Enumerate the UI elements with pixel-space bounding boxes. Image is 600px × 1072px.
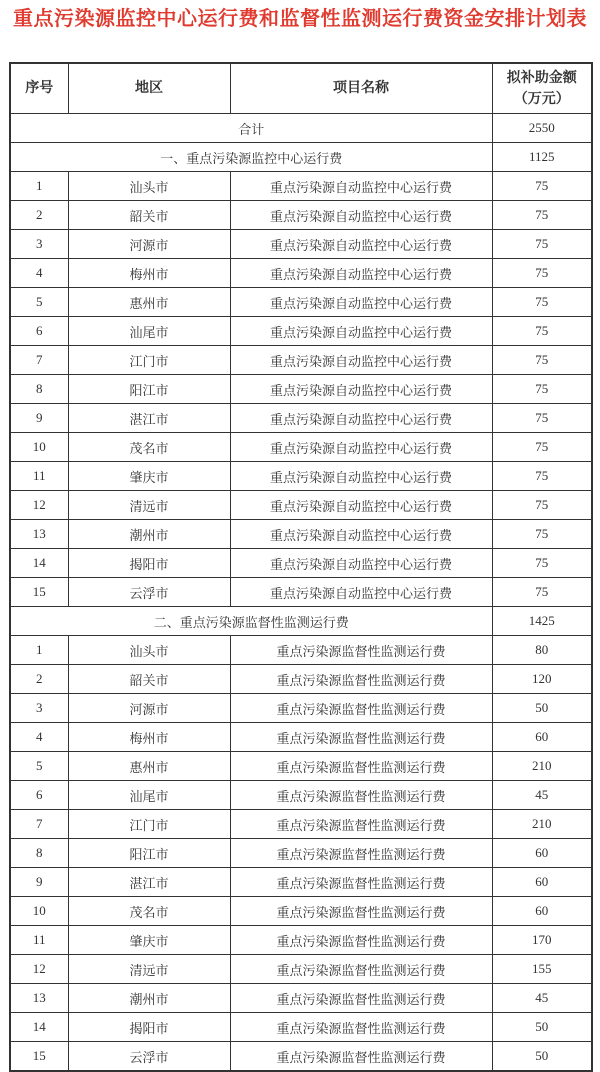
data-row bbox=[10, 897, 592, 926]
header-no: 序号 bbox=[10, 63, 68, 114]
row-amount: 75 bbox=[492, 201, 592, 230]
total-label: 合计 bbox=[10, 114, 492, 143]
row-amount: 75 bbox=[492, 346, 592, 375]
row-region: 肇庆市 bbox=[68, 462, 230, 491]
data-row bbox=[10, 1013, 592, 1042]
row-project: 重点污染源监督性监测运行费 bbox=[230, 694, 492, 723]
row-amount: 60 bbox=[492, 723, 592, 752]
row-region: 汕尾市 bbox=[68, 317, 230, 346]
row-amount: 75 bbox=[492, 230, 592, 259]
row-region: 湛江市 bbox=[68, 404, 230, 433]
row-amount: 75 bbox=[492, 433, 592, 462]
row-project: 重点污染源自动监控中心运行费 bbox=[230, 172, 492, 201]
row-region: 江门市 bbox=[68, 346, 230, 375]
row-no: 13 bbox=[10, 520, 68, 549]
row-no: 8 bbox=[10, 375, 68, 404]
row-amount: 75 bbox=[492, 317, 592, 346]
row-project: 重点污染源自动监控中心运行费 bbox=[230, 433, 492, 462]
row-amount: 60 bbox=[492, 839, 592, 868]
row-amount: 75 bbox=[492, 172, 592, 201]
data-row bbox=[10, 346, 592, 375]
row-no: 6 bbox=[10, 317, 68, 346]
row-amount: 45 bbox=[492, 781, 592, 810]
header-project: 项目名称 bbox=[230, 63, 492, 114]
row-amount: 80 bbox=[492, 636, 592, 665]
row-no: 9 bbox=[10, 404, 68, 433]
data-row bbox=[10, 1042, 592, 1072]
row-region: 茂名市 bbox=[68, 433, 230, 462]
row-region: 韶关市 bbox=[68, 665, 230, 694]
data-row bbox=[10, 665, 592, 694]
row-project: 重点污染源监督性监测运行费 bbox=[230, 665, 492, 694]
section-label: 一、重点污染源监控中心运行费 bbox=[10, 143, 492, 172]
row-amount: 210 bbox=[492, 810, 592, 839]
row-no: 8 bbox=[10, 839, 68, 868]
data-row bbox=[10, 230, 592, 259]
data-row bbox=[10, 839, 592, 868]
row-project: 重点污染源自动监控中心运行费 bbox=[230, 317, 492, 346]
row-region: 潮州市 bbox=[68, 520, 230, 549]
row-amount: 75 bbox=[492, 375, 592, 404]
total-row bbox=[10, 114, 592, 143]
row-project: 重点污染源自动监控中心运行费 bbox=[230, 549, 492, 578]
data-row bbox=[10, 926, 592, 955]
row-project: 重点污染源监督性监测运行费 bbox=[230, 1013, 492, 1042]
row-no: 10 bbox=[10, 897, 68, 926]
row-region: 阳江市 bbox=[68, 839, 230, 868]
row-no: 2 bbox=[10, 201, 68, 230]
section-row-2 bbox=[10, 607, 592, 636]
row-no: 7 bbox=[10, 810, 68, 839]
row-region: 江门市 bbox=[68, 810, 230, 839]
data-row bbox=[10, 433, 592, 462]
row-no: 7 bbox=[10, 346, 68, 375]
row-amount: 170 bbox=[492, 926, 592, 955]
data-row bbox=[10, 259, 592, 288]
row-amount: 75 bbox=[492, 491, 592, 520]
document-page bbox=[0, 7, 600, 1072]
header-amount-line1: 拟补助金额 bbox=[506, 70, 577, 86]
row-project: 重点污染源监督性监测运行费 bbox=[230, 723, 492, 752]
row-project: 重点污染源监督性监测运行费 bbox=[230, 926, 492, 955]
header-amount-line2: （万元） bbox=[513, 91, 570, 107]
header-row bbox=[10, 63, 592, 114]
row-no: 3 bbox=[10, 230, 68, 259]
row-region: 清远市 bbox=[68, 955, 230, 984]
row-no: 3 bbox=[10, 694, 68, 723]
row-region: 汕头市 bbox=[68, 172, 230, 201]
row-region: 惠州市 bbox=[68, 288, 230, 317]
data-row bbox=[10, 172, 592, 201]
data-row bbox=[10, 984, 592, 1013]
row-no: 1 bbox=[10, 172, 68, 201]
data-row bbox=[10, 636, 592, 665]
row-project: 重点污染源监督性监测运行费 bbox=[230, 984, 492, 1013]
row-no: 1 bbox=[10, 636, 68, 665]
row-region: 湛江市 bbox=[68, 868, 230, 897]
row-project: 重点污染源自动监控中心运行费 bbox=[230, 491, 492, 520]
data-row bbox=[10, 694, 592, 723]
row-project: 重点污染源监督性监测运行费 bbox=[230, 810, 492, 839]
funding-table bbox=[9, 62, 593, 1072]
row-region: 茂名市 bbox=[68, 897, 230, 926]
row-project: 重点污染源自动监控中心运行费 bbox=[230, 230, 492, 259]
row-region: 汕尾市 bbox=[68, 781, 230, 810]
section-amount: 1125 bbox=[492, 143, 592, 172]
row-no: 5 bbox=[10, 752, 68, 781]
row-region: 韶关市 bbox=[68, 201, 230, 230]
data-row bbox=[10, 520, 592, 549]
total-amount: 2550 bbox=[492, 114, 592, 143]
row-amount: 45 bbox=[492, 984, 592, 1013]
row-amount: 75 bbox=[492, 549, 592, 578]
row-region: 揭阳市 bbox=[68, 549, 230, 578]
section-label: 二、重点污染源监督性监测运行费 bbox=[10, 607, 492, 636]
data-row bbox=[10, 723, 592, 752]
row-amount: 155 bbox=[492, 955, 592, 984]
row-amount: 75 bbox=[492, 462, 592, 491]
row-region: 云浮市 bbox=[68, 1042, 230, 1072]
row-amount: 60 bbox=[492, 897, 592, 926]
row-project: 重点污染源自动监控中心运行费 bbox=[230, 288, 492, 317]
row-amount: 50 bbox=[492, 694, 592, 723]
row-region: 清远市 bbox=[68, 491, 230, 520]
data-row bbox=[10, 375, 592, 404]
row-project: 重点污染源自动监控中心运行费 bbox=[230, 404, 492, 433]
row-no: 11 bbox=[10, 926, 68, 955]
row-region: 云浮市 bbox=[68, 578, 230, 607]
row-project: 重点污染源自动监控中心运行费 bbox=[230, 520, 492, 549]
data-row bbox=[10, 810, 592, 839]
row-amount: 50 bbox=[492, 1013, 592, 1042]
row-project: 重点污染源自动监控中心运行费 bbox=[230, 375, 492, 404]
header-region: 地区 bbox=[68, 63, 230, 114]
row-no: 15 bbox=[10, 578, 68, 607]
row-amount: 210 bbox=[492, 752, 592, 781]
row-no: 9 bbox=[10, 868, 68, 897]
row-no: 2 bbox=[10, 665, 68, 694]
row-no: 5 bbox=[10, 288, 68, 317]
row-amount: 75 bbox=[492, 520, 592, 549]
row-amount: 50 bbox=[492, 1042, 592, 1072]
row-amount: 75 bbox=[492, 404, 592, 433]
data-row bbox=[10, 404, 592, 433]
row-project: 重点污染源监督性监测运行费 bbox=[230, 1042, 492, 1072]
data-row bbox=[10, 781, 592, 810]
row-project: 重点污染源自动监控中心运行费 bbox=[230, 259, 492, 288]
data-row bbox=[10, 317, 592, 346]
section-amount: 1425 bbox=[492, 607, 592, 636]
row-project: 重点污染源监督性监测运行费 bbox=[230, 868, 492, 897]
row-region: 梅州市 bbox=[68, 259, 230, 288]
row-region: 肇庆市 bbox=[68, 926, 230, 955]
row-no: 4 bbox=[10, 259, 68, 288]
row-project: 重点污染源监督性监测运行费 bbox=[230, 636, 492, 665]
row-region: 梅州市 bbox=[68, 723, 230, 752]
row-no: 14 bbox=[10, 549, 68, 578]
row-no: 12 bbox=[10, 491, 68, 520]
row-no: 10 bbox=[10, 433, 68, 462]
row-project: 重点污染源自动监控中心运行费 bbox=[230, 578, 492, 607]
row-no: 12 bbox=[10, 955, 68, 984]
row-no: 14 bbox=[10, 1013, 68, 1042]
row-project: 重点污染源自动监控中心运行费 bbox=[230, 462, 492, 491]
row-region: 河源市 bbox=[68, 694, 230, 723]
row-amount: 75 bbox=[492, 288, 592, 317]
row-region: 河源市 bbox=[68, 230, 230, 259]
row-no: 6 bbox=[10, 781, 68, 810]
table-rows bbox=[10, 114, 592, 1072]
data-row bbox=[10, 288, 592, 317]
row-project: 重点污染源监督性监测运行费 bbox=[230, 752, 492, 781]
row-region: 阳江市 bbox=[68, 375, 230, 404]
row-amount: 75 bbox=[492, 578, 592, 607]
data-row bbox=[10, 955, 592, 984]
row-no: 11 bbox=[10, 462, 68, 491]
row-region: 惠州市 bbox=[68, 752, 230, 781]
data-row bbox=[10, 868, 592, 897]
row-project: 重点污染源监督性监测运行费 bbox=[230, 897, 492, 926]
data-row bbox=[10, 462, 592, 491]
row-project: 重点污染源监督性监测运行费 bbox=[230, 955, 492, 984]
row-project: 重点污染源自动监控中心运行费 bbox=[230, 201, 492, 230]
data-row bbox=[10, 578, 592, 607]
page-title: 重点污染源监控中心运行费和监督性监测运行费资金安排计划表 bbox=[13, 8, 587, 30]
row-project: 重点污染源监督性监测运行费 bbox=[230, 839, 492, 868]
row-region: 潮州市 bbox=[68, 984, 230, 1013]
row-project: 重点污染源自动监控中心运行费 bbox=[230, 346, 492, 375]
data-row bbox=[10, 752, 592, 781]
data-row bbox=[10, 549, 592, 578]
section-row-1 bbox=[10, 143, 592, 172]
data-row bbox=[10, 491, 592, 520]
data-row bbox=[10, 201, 592, 230]
row-no: 13 bbox=[10, 984, 68, 1013]
row-region: 揭阳市 bbox=[68, 1013, 230, 1042]
row-amount: 60 bbox=[492, 868, 592, 897]
row-project: 重点污染源监督性监测运行费 bbox=[230, 781, 492, 810]
header-amount bbox=[492, 63, 592, 114]
row-amount: 75 bbox=[492, 259, 592, 288]
row-no: 15 bbox=[10, 1042, 68, 1072]
row-no: 4 bbox=[10, 723, 68, 752]
row-region: 汕头市 bbox=[68, 636, 230, 665]
row-amount: 120 bbox=[492, 665, 592, 694]
